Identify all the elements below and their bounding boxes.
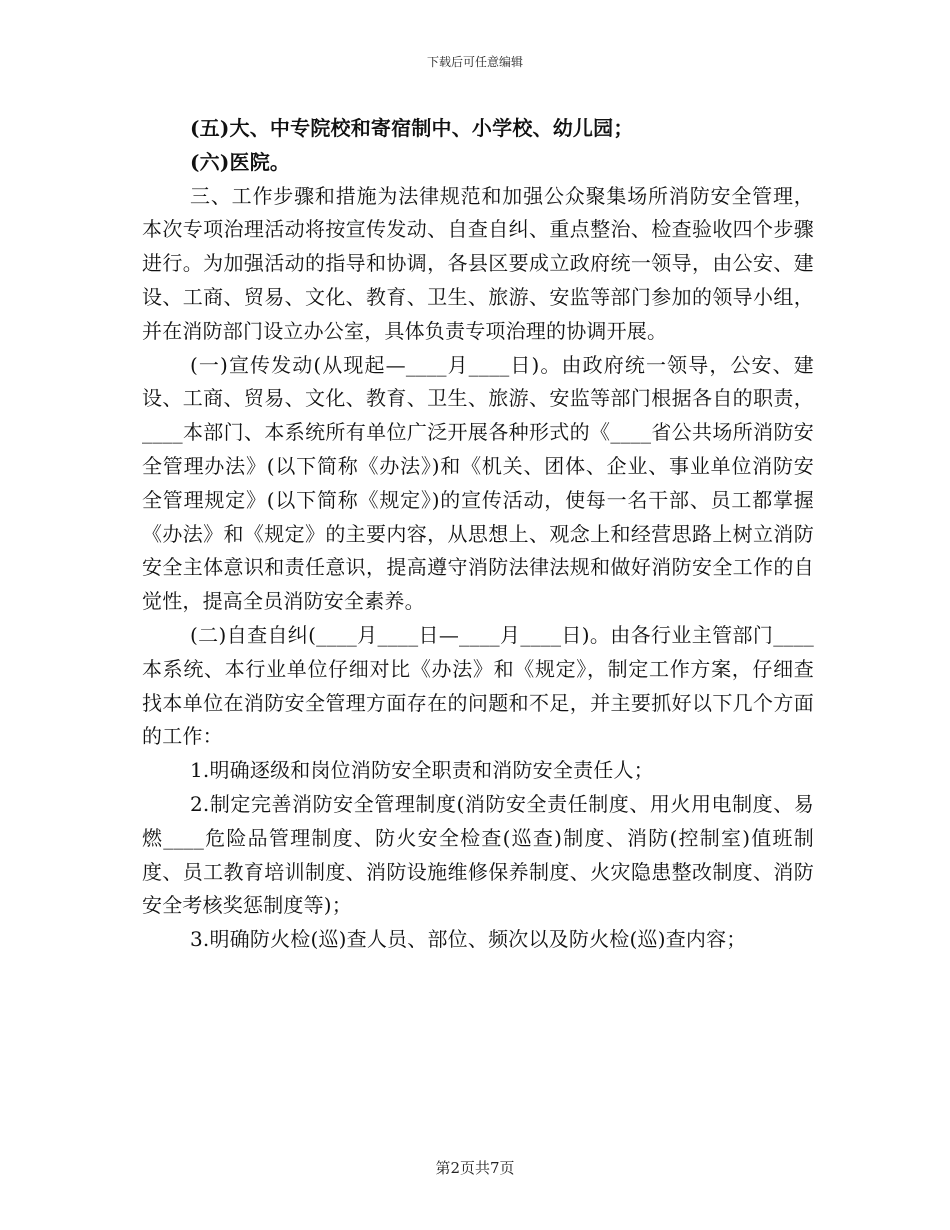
self-inspection-paragraph: (二)自查自纠(____月____日—____月____日)。由各行业主管部门____本系统、本行业单位仔细对比《办法》和《规定》，制定工作方案，仔细查找本单位在消防安全管理方面存在的问题和不足，并主要抓好以下几个方面的工作： [142, 622, 814, 749]
document-body [142, 112, 814, 957]
publicity-step-paragraph: (一)宣传发动(从现起—____月____日)。由政府统一领导，公安、建设、工商、贸易、文化、教育、卫生、旅游、安监等部门根据各自的职责，____本部门、本系统所有单位广泛开展各种形式的《____省公共场所消防安全管理办法》(以下简称《办法》)和《机关、团体、企业、事业单位消防安全管理规定》(以下简称《规定》)的宣传活动，使每一名干部、员工都掌握《办法》和《规定》的主要内容，从思想上、观念上和经营思路上树立消防安全主体意识和责任意识，提高遵守消防法律法规和做好消防安全工作的自觉性，提高全员消防安全素养。 [142, 352, 814, 614]
numbered-item-1: 1.明确逐级和岗位消防安全职责和消防安全责任人； [190, 758, 654, 783]
list-item-five: (五)大、中专院校和寄宿制中、小学校、幼儿园； [190, 116, 634, 140]
section-three-paragraph: 三、工作步骤和措施为法律规范和加强公众聚集场所消防安全管理，本次专项治理活动将按宣传发动、自查自纠、重点整治、检查验收四个步骤进行。为加强活动的指导和协调，各县区要成立政府统一领导，由公安、建设、工商、贸易、文化、教育、卫生、旅游、安监等部门参加的领导小组，并在消防部门设立办公室，具体负责专项治理的协调开展。 [142, 183, 814, 343]
header-note: 下载后可任意编辑 [426, 55, 523, 69]
page-number: 第2页共7页 [435, 1159, 515, 1177]
list-item-six: (六)医院。 [190, 149, 291, 174]
numbered-item-3: 3.明确防火检(巡)查人员、部位、频次以及防火检(巡)查内容； [190, 927, 747, 952]
numbered-item-2: 2.制定完善消防安全管理制度(消防安全责任制度、用火用电制度、易燃____危险品管理制度、防火安全检查(巡查)制度、消防(控制室)值班制度、员工教育培训制度、消防设施维修保养制度、火灾隐患整改制度、消防安全考核奖惩制度等)； [142, 791, 814, 918]
